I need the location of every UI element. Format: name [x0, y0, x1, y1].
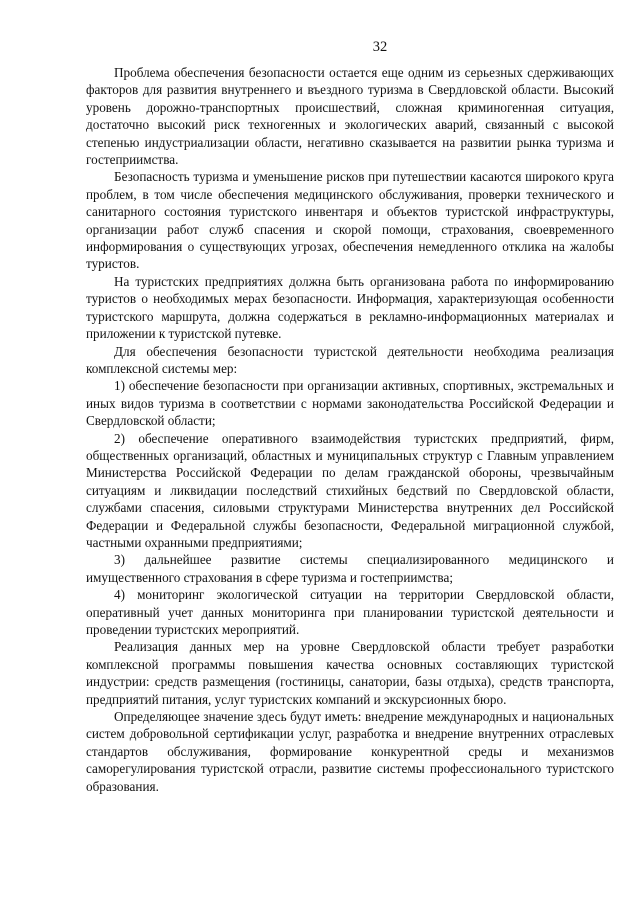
list-item-measure-3: 3) дальнейшее развитие системы специализированного медицинского и имущественного страхования в сфере туризма и гостеприимства;: [86, 552, 614, 585]
paragraph-tourist-information: На туристских предприятиях должна быть организована работа по информированию туристов о необходимых мерах безопасности. Информация, характеризующая особенности туристского маршрута, должна содержаться в рекламно-информационных материалах и приложении к туристской путевке.: [86, 273, 614, 342]
paragraph-safety-problem: Проблема обеспечения безопасности остается еще одним из серьезных сдерживающих факторов для развития внутреннего и въездного туризма в Свердловской области. Высокий уровень дорожно-транспортных происшествий, сложная криминогенная ситуация, достаточно высокий риск техногенных и экологических аварий, связанный с высокой степенью индустриализации области, негативно сказывается на развитии рынка туризма и гостеприимства.: [86, 65, 614, 168]
list-item-measure-1: 1) обеспечение безопасности при организации активных, спортивных, экстремальных и иных видов туризма в соответствии с нормами законодательства Российской Федерации и Свердловской области;: [86, 378, 614, 429]
list-item-measure-4: 4) мониторинг экологической ситуации на территории Свердловской области, оперативный учет данных мониторинга при планировании туристской деятельности и проведении туристских мероприятий.: [86, 587, 614, 637]
list-item-measure-2: 2) обеспечение оперативного взаимодействия туристских предприятий, фирм, общественных организаций, областных и муниципальных структур с Главным управлением Министерства Российской Федерации по делам гражданской обороны, чрезвычайным ситуациям и ликвидации последствий стихийных бедствий по Свердловской области, службами спасения, силовыми структурами Министерства внутренних дел Российской Федерации и Федеральной службы безопасности, Федеральной миграционной службой, частными охранными предприятиями;: [86, 430, 614, 550]
paragraph-key-factors: Определяющее значение здесь будут иметь: внедрение международных и национальных систем добровольной сертификации услуг, разработка и внедрение внутренних отраслевых стандартов обслуживания, формирование конкурентной среды и механизмов саморегулирования туристской отрасли, развитие системы профессионального туристского образования.: [86, 709, 614, 794]
paragraph-measures-intro: Для обеспечения безопасности туристской деятельности необходима реализация комплексной системы мер:: [86, 343, 614, 376]
paragraph-program-development: Реализация данных мер на уровне Свердловской области требует разработки комплексной программы повышения качества основных составляющих туристской индустрии: средств размещения (гостиницы, санатории, базы отдыха), средств транспорта, предприятий питания, услуг туристских компаний и экскурсионных бюро.: [86, 639, 614, 707]
paragraph-tourism-safety: Безопасность туризма и уменьшение рисков при путешествии касаются широкого круга проблем, в том числе обеспечения медицинского обслуживания, проверки технического и санитарного состояния туристского инвентаря и объектов туристской инфраструктуры, организации работ служб спасения и скорой помощи, страхования, своевременного информирования о существующих угрозах, обеспечения немедленного отклика на жалобы туристов.: [86, 169, 614, 272]
page-number: 32: [372, 39, 388, 55]
